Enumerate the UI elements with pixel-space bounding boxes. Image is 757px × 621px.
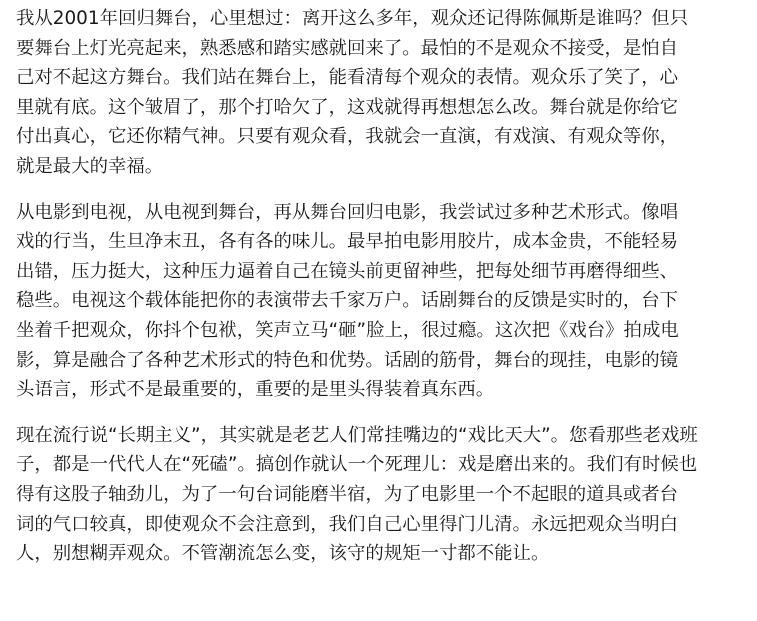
paragraph-line: 戏的行当，生旦净末丑，各有各的味儿。最早拍电影用胶片，成本金贵，不能轻易 xyxy=(16,231,679,253)
paragraph-line: 词的气口较真，即使观众不会注意到，我们自己心里得门儿清。永远把观众当明白 xyxy=(16,513,679,535)
paragraph-line: 就是最大的幸福。 xyxy=(16,155,164,177)
paragraph-line: 我从2001年回归舞台，心里想过：离开这么多年，观众还记得陈佩斯是谁吗？但只 xyxy=(16,8,689,29)
paragraph-3 xyxy=(16,421,745,569)
paragraph-line: 坐着千把观众，你抖个包袱，笑声立马“砸”脸上，很过瘾。这次把《戏台》拍成电 xyxy=(16,319,679,341)
paragraph-line: 得有这股子轴劲儿，为了一句台词能磨半宿，为了电影里一个不起眼的道具或者台 xyxy=(16,483,679,505)
paragraph-line: 人，别想糊弄观众。不管潮流怎么变，该守的规矩一寸都不能让。 xyxy=(16,543,550,565)
paragraph-line: 要舞台上灯光亮起来，熟悉感和踏实感就回来了。最怕的不是观众不接受，是怕自 xyxy=(16,37,679,59)
paragraph-line: 付出真心，它还你精气神。只要有观众看，我就会一直演，有戏演、有观众等你， xyxy=(16,126,679,148)
paragraph-line: 现在流行说“长期主义”，其实就是老艺人们常挂嘴边的“戏比天大”。您看那些老戏班 xyxy=(16,424,698,446)
paragraph-line: 从电影到电视，从电视到舞台，再从舞台回归电影，我尝试过多种艺术形式。像唱 xyxy=(16,201,679,223)
paragraph-1 xyxy=(16,4,745,182)
paragraph-line: 里就有底。这个皱眉了，那个打哈欠了，这戏就得再想想怎么改。舞台就是你给它 xyxy=(16,96,679,118)
paragraph-line: 稳些。电视这个载体能把你的表演带去千家万户。话剧舞台的反馈是实时的，台下 xyxy=(16,290,679,312)
paragraph-line: 头语言，形式不是最重要的，重要的是里头得装着真东西。 xyxy=(16,379,495,401)
paragraph-line: 己对不起这方舞台。我们站在舞台上，能看清每个观众的表情。观众乐了笑了，心 xyxy=(16,67,679,89)
paragraph-2 xyxy=(16,198,745,405)
paragraph-line: 影，算是融合了各种艺术形式的特色和优势。话剧的筋骨，舞台的现挂，电影的镜 xyxy=(16,349,679,371)
paragraph-line: 出错，压力挺大，这种压力逼着自己在镜头前更留神些，把每处细节再磨得细些、 xyxy=(16,260,679,282)
paragraph-line: 子，都是一代代人在“死磕”。搞创作就认一个死理儿：戏是磨出来的。我们有时候也 xyxy=(16,454,698,476)
